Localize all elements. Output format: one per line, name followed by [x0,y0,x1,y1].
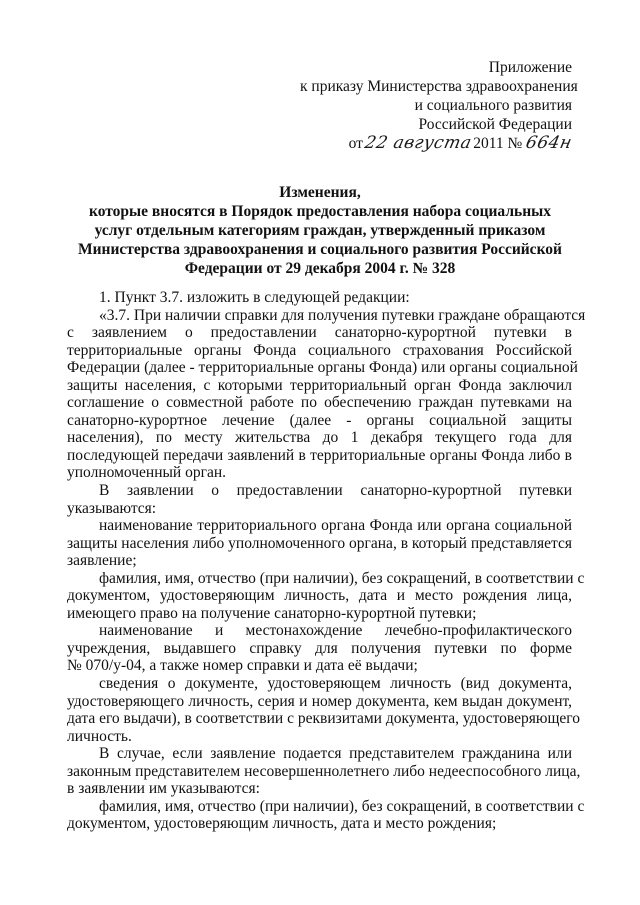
body-line: с заявлением о предоставлении санаторно-курортной путевки в [67,324,572,342]
body-line: защиты населения, с которыми территориальный орган Фонда заключил [67,376,572,394]
body-line: документом, удостоверяющим личность, дата и место рождения; [67,815,497,833]
body-line: фамилия, имя, отчество (при наличии), без сокращений, в соответствии с [99,797,585,815]
body-line: сведения о документе, удостоверяющем личность (вид документа, [99,675,572,693]
body-line: территориальные органы Фонда социального страхования Российской [67,341,572,359]
body-line: Федерации (далее - территориальные органы Фонда) или органы социальной [67,359,578,377]
body-line: последующей передачи заявлений в территориальные органы Фонда либо в [67,446,572,464]
body-line: № 070/у-04, а также номер справки и дата её выдачи; [67,657,418,675]
body-line: 1. Пункт 3.7. изложить в следующей редакции: [99,289,410,306]
body-line: «3.7. При наличии справки для получения путевки граждане обращаются [99,306,586,324]
body-line: защиты населения либо уполномоченного органа, в который представляется [67,534,572,552]
title-line-4: Министерства здравоохранения и социального развития Российской [78,241,562,258]
year-number-label: 2011 № [473,135,523,152]
body-line: удостоверяющего личность, серия и номер документа, кем выдан документ, [67,692,572,710]
body-line: соглашение о совместной работе по обеспечению граждан путевками на [67,394,572,412]
body-line: санаторно-курортное лечение (далее - органы социальной защиты [67,411,572,429]
body-line: В случае, если заявление подается представителем гражданина или [99,745,572,763]
body-line: наименование территориального органа Фонда или органа социальной [99,517,572,535]
title-line-2: которые вносятся в Порядок предоставления набора социальных [88,203,551,220]
body-line: В заявлении о предоставлении санаторно-курортной путевки [99,482,572,500]
document-title [60,183,580,278]
body-line: документом, удостоверяющим личность, дата и место рождения лица, [67,587,572,605]
body-line: дата его выдачи), в соответствии с реквизитами документа, удостоверяющего [67,710,581,728]
body-line: учреждения, выдавшего справку для получения путевки по форме [67,639,572,657]
body-line: имеющего право на получение санаторно-курортной путевки; [67,604,477,622]
body-line: наименование и местонахождение лечебно-профилактического [99,622,572,640]
body-line: фамилия, имя, отчество (при наличии), без сокращений, в соответствии с [99,569,585,587]
appendix-date-number [300,133,575,153]
body-line: законным представителем несовершеннолетнего либо недееспособного лица, [67,762,581,780]
handwritten-number: 664н [524,133,575,153]
body-line: в заявлении им указываются: [67,780,260,798]
body-line: заявление; [67,552,137,570]
document-body [67,289,586,833]
title-line-3: услуг отдельным категориям граждан, утвержденный приказом [94,222,546,239]
appendix-federation-line: Российской Федерации [418,116,572,133]
appendix-ministry-line: и социального развития [414,97,572,114]
appendix-header [300,58,578,153]
body-line: личность. [67,727,132,745]
appendix-order-ref: к приказу Министерства здравоохранения [300,78,578,95]
appendix-label: Приложение [488,59,572,76]
body-line: населения), по месту жительства до 1 декабря текущего года для [67,429,572,447]
handwritten-date: 22 августа [362,133,474,153]
body-line: указываются: [67,499,157,517]
date-prefix: от [348,135,363,152]
title-line-1: Изменения, [279,184,361,201]
title-line-5: Федерации от 29 декабря 2004 г. № 328 [184,260,456,277]
body-line: уполномоченный орган. [67,464,226,482]
